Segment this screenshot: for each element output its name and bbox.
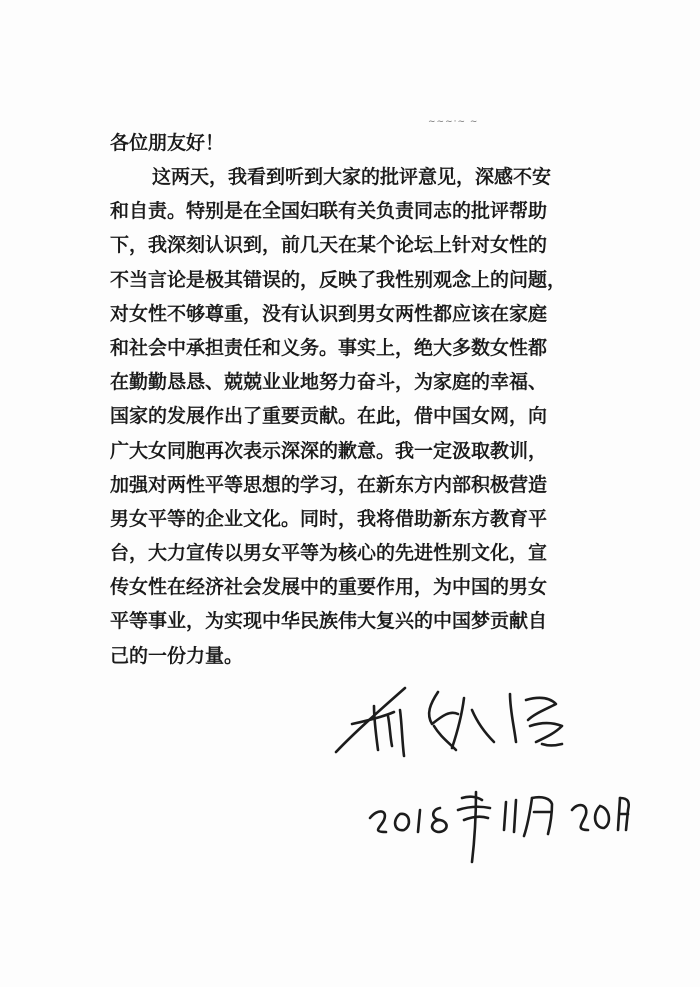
body-line: 台，大力宣传以男女平等为核心的先进性别文化，宣 xyxy=(110,542,548,565)
letter-body xyxy=(110,160,610,673)
body-line: 加强对两性平等思想的学习，在新东方内部积极营造 xyxy=(110,473,548,496)
body-line: 传女性在经济社会发展中的重要作用，为中国的男女 xyxy=(110,576,548,599)
body-line: 下，我深刻认识到，前几天在某个论坛上针对女性的 xyxy=(110,234,548,257)
body-line: 不当言论是极其错误的，反映了我性别观念上的问题， xyxy=(110,268,567,291)
letter-salutation: 各位朋友好！ xyxy=(110,132,225,154)
signature-drawing xyxy=(330,680,630,880)
body-line: 和自责。特别是在全国妇联有关负责同志的批评帮助 xyxy=(110,200,548,223)
body-line: 这两天，我看到听到大家的批评意见，深感不安 xyxy=(152,166,552,188)
body-line: 对女性不够尊重，没有认识到男女两性都应该在家庭 xyxy=(110,302,548,325)
signature-name-strokes xyxy=(336,688,562,756)
signature-date-strokes xyxy=(370,792,629,862)
body-line: 和社会中承担责任和义务。事实上，绝大多数女性都 xyxy=(110,336,548,359)
body-line: 己的一份力量。 xyxy=(110,644,244,667)
body-line: 广大女同胞再次表示深深的歉意。我一定汲取教训， xyxy=(110,439,548,462)
body-line: 平等事业，为实现中华民族伟大复兴的中国梦贡献自 xyxy=(110,610,548,633)
handwritten-signature xyxy=(330,680,630,880)
body-line: 国家的发展作出了重要贡献。在此，借中国女网，向 xyxy=(110,405,548,428)
scan-mark: ~~~·~ ~ xyxy=(428,117,479,127)
body-line: 男女平等的企业文化。同时，我将借助新东方教育平 xyxy=(110,507,548,530)
body-line: 在勤勤恳恳、兢兢业业地努力奋斗，为家庭的幸福、 xyxy=(110,371,548,394)
